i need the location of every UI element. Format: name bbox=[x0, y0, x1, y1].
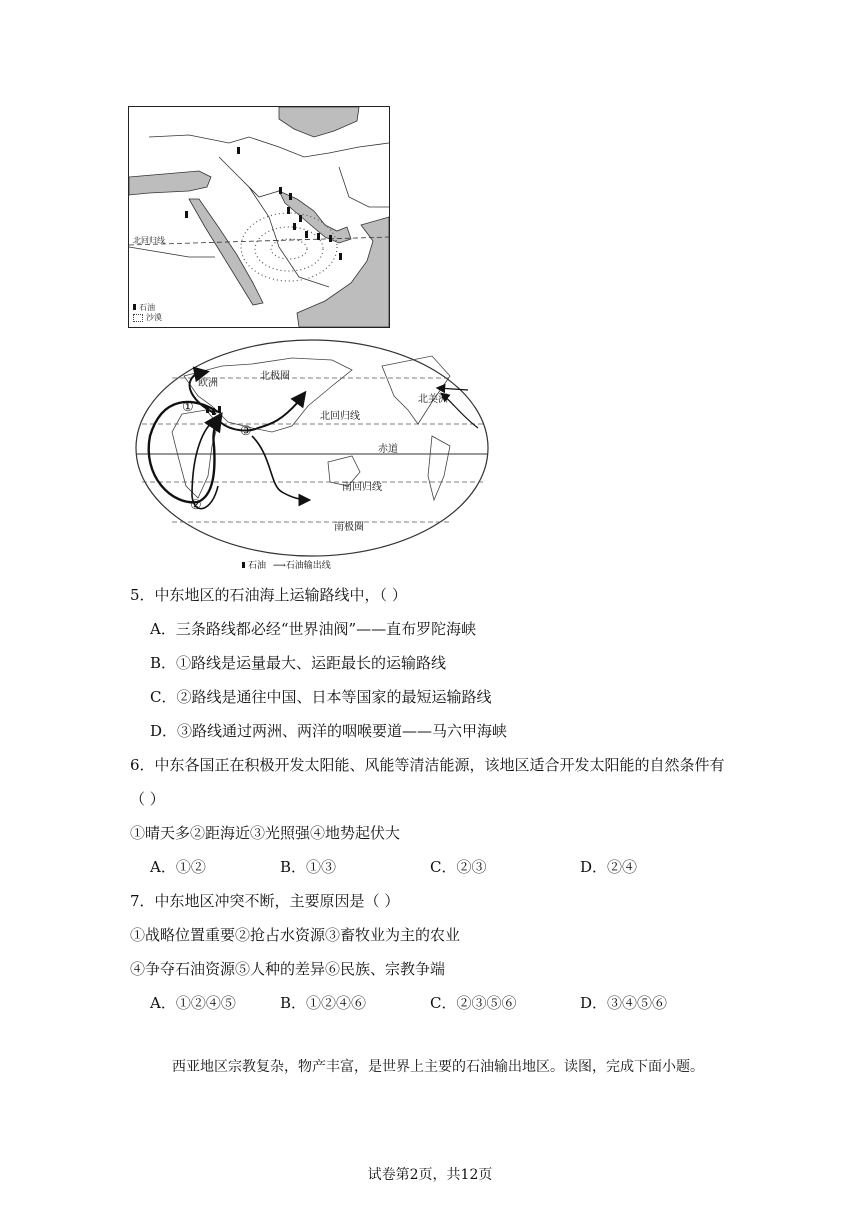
route-3-label: ③ bbox=[240, 424, 252, 439]
page-footer: 试卷第2页，共12页 bbox=[367, 1167, 493, 1183]
route-2-label: ② bbox=[190, 498, 202, 513]
question-6-option-b[interactable]: B．①③ bbox=[280, 858, 337, 876]
question-5-option-d[interactable]: D．③路线通过两洲、两洋的咽喉要道——马六甲海峡 bbox=[150, 722, 508, 740]
question-7-items-line-1: ①战略位置重要②抢占水资源③畜牧业为主的农业 bbox=[130, 926, 461, 944]
label-tropic-capricorn: 南回归线 bbox=[342, 482, 382, 493]
world-oil-routes-map bbox=[132, 336, 492, 574]
question-5-option-a[interactable]: A．三条路线都必经“世界油阀”——直布罗陀海峡 bbox=[150, 620, 477, 638]
route-1-label: ① bbox=[182, 400, 194, 415]
question-7-items-line-2: ④争夺石油资源⑤人种的差异⑥民族、宗教争端 bbox=[130, 960, 446, 978]
label-antarctic-circle: 南极圈 bbox=[334, 522, 364, 533]
question-5-option-c[interactable]: C．②路线是通往中国、日本等国家的最短运输路线 bbox=[150, 688, 492, 706]
question-6-option-d[interactable]: D．②④ bbox=[580, 858, 638, 876]
world-oil-routes-graphic bbox=[132, 336, 492, 574]
question-5-option-b[interactable]: B．①路线是运量最大、运距最长的运输路线 bbox=[150, 654, 447, 672]
question-6-option-a[interactable]: A．①② bbox=[150, 858, 206, 876]
label-tropic-cancer: 北回归线 bbox=[320, 411, 360, 422]
desert-icon bbox=[133, 314, 143, 322]
middle-east-map-graphic bbox=[129, 107, 389, 327]
question-6-stem-continued: （ ） bbox=[130, 790, 165, 808]
question-7-stem: 7．中东地区冲突不断，主要原因是（ ） bbox=[130, 892, 400, 910]
question-7-option-c[interactable]: C．②③⑤⑥ bbox=[430, 994, 517, 1012]
legend-oil-row bbox=[133, 303, 162, 313]
oil-icon bbox=[242, 562, 245, 568]
question-6-stem: 6．中东各国正在积极开发太阳能、风能等清洁能源，该地区适合开发太阳能的自然条件有 bbox=[130, 756, 725, 774]
question-6-items: ①晴天多②距海近③光照强④地势起伏大 bbox=[130, 824, 401, 842]
legend-desert-row bbox=[133, 313, 162, 323]
question-7-option-d[interactable]: D．③④⑤⑥ bbox=[580, 994, 668, 1012]
question-7-option-b[interactable]: B．①②④⑥ bbox=[280, 994, 367, 1012]
question-7-option-a[interactable]: A．①②④⑤ bbox=[150, 994, 236, 1012]
label-europe: 欧洲 bbox=[198, 378, 218, 389]
middle-east-map bbox=[128, 106, 390, 328]
tropic-label: 北回归线 bbox=[133, 236, 165, 245]
oil-icon bbox=[133, 304, 136, 310]
arrow-right-icon: ⟶ bbox=[272, 561, 286, 571]
question-6-option-c[interactable]: C．②③ bbox=[430, 858, 487, 876]
map2-legend bbox=[242, 558, 331, 571]
question-5-stem: 5．中东地区的石油海上运输路线中，（ ） bbox=[130, 586, 407, 604]
legend-oil-label: 石油 bbox=[248, 561, 267, 571]
label-equator: 赤道 bbox=[378, 444, 398, 455]
label-arctic-circle: 北极圈 bbox=[260, 371, 290, 382]
label-north-america: 北美洲 bbox=[418, 394, 448, 405]
legend-route-label: 石油输出线 bbox=[285, 561, 331, 571]
legend-desert-label: 沙漠 bbox=[146, 313, 162, 322]
section-intro: 西亚地区宗教复杂，物产丰富，是世界上主要的石油输出地区。读图，完成下面小题。 bbox=[172, 1059, 704, 1075]
map1-legend bbox=[133, 303, 162, 323]
legend-oil-label: 石油 bbox=[139, 303, 155, 312]
